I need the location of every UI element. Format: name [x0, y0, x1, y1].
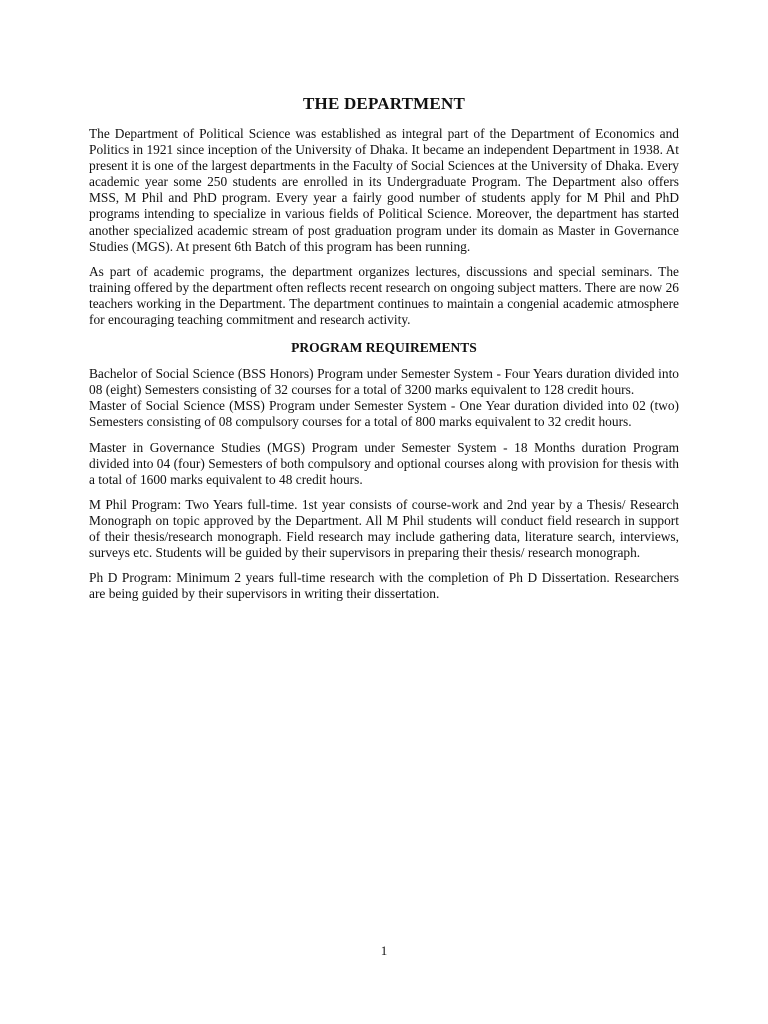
program-paragraph-bss: Bachelor of Social Science (BSS Honors) Program under Semester System - Four Years duration divided into 08 (eight) Semesters consisting of 32 courses for a total of 3200 marks equivalent to 128 credit hours. — [89, 366, 679, 398]
page-number: 1 — [380, 943, 388, 958]
document-title: THE DEPARTMENT — [303, 94, 465, 113]
program-paragraph-mgs: Master in Governance Studies (MGS) Program under Semester System - 18 Months duration Program divided into 04 (four) Semesters of both compulsory and optional courses along with provision for thesis with a total of 1600 marks equivalent to 48 credit hours. — [89, 439, 679, 487]
program-requirements-heading: PROGRAM REQUIREMENTS — [291, 340, 477, 356]
program-paragraph-mphil: M Phil Program: Two Years full-time. 1st year consists of course-work and 2nd year by a Thesis/ Research Monograph on topic approved by the Department. All M Phil students will conduct field research in support of their thesis/research monograph. Field research may include gathering data, literature search, interviews, surveys etc. Students will be guided by their supervisors in preparing their thesis/ research monograph. — [89, 496, 679, 561]
program-paragraph-phd: Ph D Program: Minimum 2 years full-time research with the completion of Ph D Dissertation. Researchers are being guided by their supervisors in writing their dissertation. — [89, 570, 679, 602]
document-page — [89, 94, 679, 611]
intro-paragraph: As part of academic programs, the department organizes lectures, discussions and special seminars. The training offered by the department often reflects recent research on ongoing subject matters. There are now 26 teachers working in the Department. The department continues to maintain a congenial academic atmosphere for encouraging teaching commitment and research activity. — [89, 263, 679, 328]
program-paragraph-mss: Master of Social Science (MSS) Program under Semester System - One Year duration divided into 02 (two) Semesters consisting of 08 compulsory courses for a total of 800 marks equivalent to 32 credit hours. — [89, 398, 679, 430]
intro-paragraph: The Department of Political Science was established as integral part of the Department of Economics and Politics in 1921 since inception of the University of Dhaka. It became an independent Department in 1938. At present it is one of the largest departments in the Faculty of Social Sciences at the University of Dhaka. Every academic year some 250 students are enrolled in its Undergraduate Program. The Department also offers MSS, M Phil and PhD program. Every year a fairly good number of students apply for M Phil and PhD programs intending to specialize in various fields of Political Science. Moreover, the department has started another specialized academic stream of post graduation program under its domain as Master in Governance Studies (MGS). At present 6th Batch of this program has been running. — [89, 126, 679, 254]
